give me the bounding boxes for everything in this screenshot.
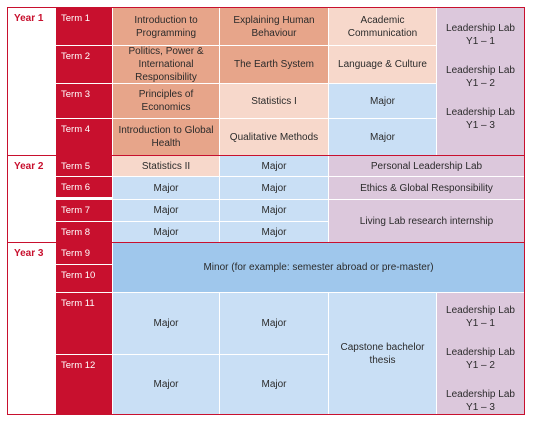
course-major: Major	[220, 355, 328, 414]
term-6-label: Term 6	[56, 177, 112, 197]
minor-block: Minor (for example: semester abroad or pre-master)	[113, 243, 524, 292]
course-major: Major	[220, 156, 328, 176]
term-3-label: Term 3	[56, 84, 112, 118]
course-principles-economics: Principles of Economics	[113, 84, 219, 118]
year-2-label: Year 2	[8, 156, 56, 243]
leadership-lab-year3	[437, 293, 524, 414]
course-major: Major	[113, 355, 219, 414]
term-8-label: Term 8	[56, 222, 112, 242]
course-major: Major	[113, 200, 219, 221]
capstone-thesis: Capstone bachelor thesis	[329, 293, 436, 414]
ethics-global-responsibility: Ethics & Global Responsibility	[329, 177, 524, 199]
course-qualitative-methods: Qualitative Methods	[220, 119, 328, 155]
term-7-label: Term 7	[56, 200, 112, 221]
course-major: Major	[220, 293, 328, 354]
course-major: Major	[329, 84, 436, 118]
term-10-label: Term 10	[56, 265, 112, 292]
course-intro-programming: Introduction to Programming	[113, 8, 219, 45]
curriculum-table	[7, 7, 525, 415]
leadership-lab-2: Leadership Lab Y1 – 2	[446, 65, 515, 89]
leadership-lab-3: Leadership Lab Y1 – 3	[446, 389, 515, 413]
leadership-lab-year1	[437, 8, 524, 155]
course-statistics-2: Statistics II	[113, 156, 219, 176]
term-1-label: Term 1	[56, 8, 112, 45]
course-earth-system: The Earth System	[220, 46, 328, 83]
course-politics-power: Politics, Power & International Responsibility	[113, 46, 219, 83]
course-statistics-1: Statistics I	[220, 84, 328, 118]
year-1-label: Year 1	[8, 8, 56, 156]
course-major: Major	[220, 177, 328, 199]
course-intro-global-health: Introduction to Global Health	[113, 119, 219, 155]
course-explaining-human-behaviour: Explaining Human Behaviour	[220, 8, 328, 45]
personal-leadership-lab: Personal Leadership Lab	[329, 156, 524, 176]
course-major: Major	[220, 222, 328, 242]
year-3-label: Year 3	[8, 243, 56, 414]
term-9-label: Term 9	[56, 243, 112, 264]
living-lab-internship: Living Lab research internship	[329, 200, 524, 242]
leadership-lab-1: Leadership Lab Y1 – 1	[446, 305, 515, 329]
leadership-lab-3: Leadership Lab Y1 – 3	[446, 107, 515, 131]
course-major: Major	[220, 200, 328, 221]
term-12-label: Term 12	[56, 355, 112, 414]
course-academic-communication: Academic Communication	[329, 8, 436, 45]
term-2-label: Term 2	[56, 46, 112, 83]
leadership-lab-1: Leadership Lab Y1 – 1	[446, 23, 515, 47]
term-4-label: Term 4	[56, 119, 112, 155]
course-language-culture: Language & Culture	[329, 46, 436, 83]
leadership-lab-2: Leadership Lab Y1 – 2	[446, 347, 515, 371]
course-major: Major	[113, 177, 219, 199]
course-major: Major	[329, 119, 436, 155]
course-major: Major	[113, 293, 219, 354]
course-major: Major	[113, 222, 219, 242]
term-5-label: Term 5	[56, 156, 112, 176]
term-11-label: Term 11	[56, 293, 112, 354]
